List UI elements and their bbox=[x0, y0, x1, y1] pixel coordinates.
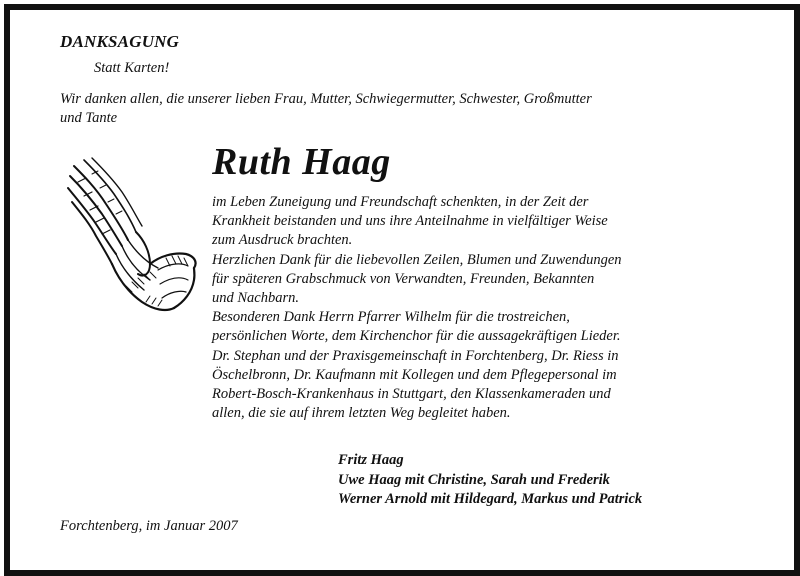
body-line: für späteren Grabschmuck von Verwandten, Freunden, Bekannten bbox=[212, 270, 595, 287]
notice-subheading: Statt Karten! bbox=[94, 60, 170, 76]
body-line: und Nachbarn. bbox=[212, 290, 299, 307]
body-line: Öschelbronn, Dr. Kaufmann mit Kollegen und dem Pflegepersonal im bbox=[212, 366, 617, 383]
signers-list bbox=[338, 451, 642, 510]
body-line: Robert-Bosch-Krankenhaus in Stuttgart, den Klassenkameraden und bbox=[212, 386, 611, 403]
intro-line: und Tante bbox=[60, 110, 118, 126]
signer: Uwe Haag mit Christine, Sarah und Frederik bbox=[338, 471, 610, 488]
body-line: Besonderen Dank Herrn Pfarrer Wilhelm für die trostreichen, bbox=[212, 309, 570, 326]
thanks-body bbox=[212, 193, 772, 423]
signer: Fritz Haag bbox=[338, 452, 404, 468]
body-line: persönlichen Worte, dem Kirchenchor für die aussagekräftigen Lieder. bbox=[212, 328, 621, 345]
body-line: Dr. Stephan und der Praxisgemeinschaft in Forchtenberg, Dr. Riess in bbox=[212, 347, 619, 364]
body-line: allen, die sie auf ihrem letzten Weg begleitet haben. bbox=[212, 405, 511, 422]
praying-hands-icon bbox=[62, 152, 200, 322]
notice-heading: DANKSAGUNG bbox=[60, 32, 180, 51]
intro-text bbox=[60, 90, 780, 128]
body-line: im Leben Zuneigung und Freundschaft schenkten, in der Zeit der bbox=[212, 194, 589, 210]
body-line: Krankheit beistanden und uns ihre Anteilnahme in vielfältiger Weise bbox=[212, 213, 608, 230]
body-line: Herzlichen Dank für die liebevollen Zeilen, Blumen und Zuwendungen bbox=[212, 251, 622, 268]
intro-line: Wir danken allen, die unserer lieben Frau, Mutter, Schwiegermutter, Schwester, Großmutter bbox=[60, 91, 592, 107]
deceased-name: Ruth Haag bbox=[212, 141, 391, 183]
signer: Werner Arnold mit Hildegard, Markus und Patrick bbox=[338, 491, 643, 507]
body-line: zum Ausdruck brachten. bbox=[212, 232, 353, 249]
place-date: Forchtenberg, im Januar 2007 bbox=[60, 518, 238, 534]
